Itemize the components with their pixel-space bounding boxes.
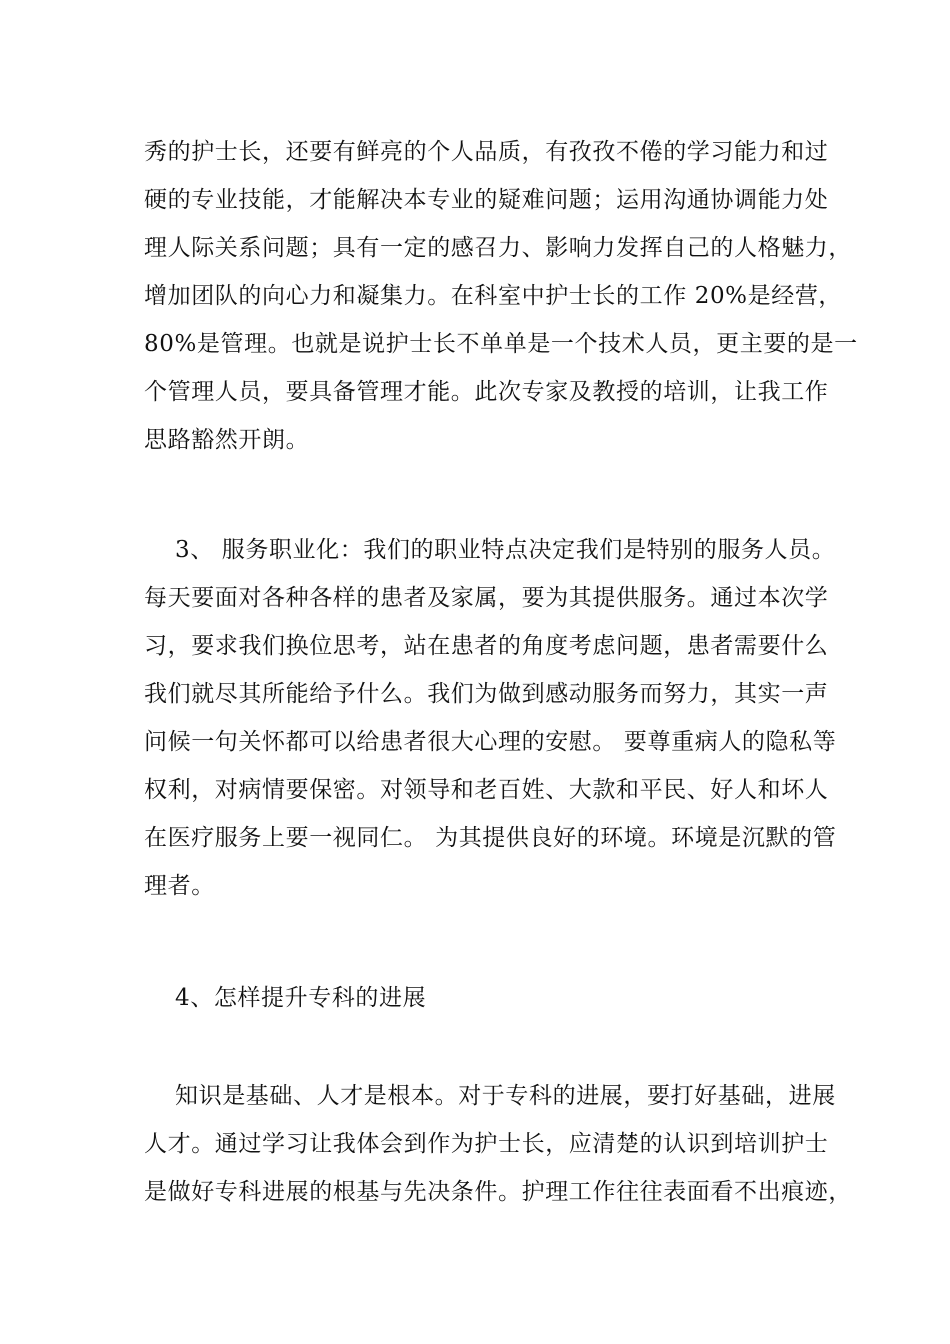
text-line: 我们就尽其所能给予什么。我们为做到感动服务而努力，其实一声	[144, 681, 829, 707]
text-line: 理者。	[144, 873, 215, 899]
text-line: 权利，对病情要保密。对领导和老百姓、大款和平民、好人和坏人	[144, 777, 829, 803]
text-line: 硬的专业技能，才能解决本专业的疑难问题；运用沟通协调能力处	[144, 187, 829, 213]
text-line: 每天要面对各种各样的患者及家属，要为其提供服务。通过本次学	[144, 585, 829, 611]
section-heading-3: 3、 服务职业化：我们的职业特点决定我们是特别的服务人员。	[175, 537, 836, 563]
text-line: 在医疗服务上要一视同仁。 为其提供良好的环境。环境是沉默的管	[144, 825, 837, 851]
text-line: 增加团队的向心力和凝集力。在科室中护士长的工作 20%是经营，	[144, 283, 843, 309]
text-line: 秀的护士长，还要有鲜亮的个人品质，有孜孜不倦的学习能力和过	[144, 139, 829, 165]
text-line: 80%是管理。也就是说护士长不单单是一个技术人员，更主要的是一	[144, 331, 858, 357]
text-line: 是做好专科进展的根基与先决条件。护理工作往往表面看不出痕迹，	[144, 1179, 852, 1205]
text-line: 问候一句关怀都可以给患者很大心理的安慰。 要尊重病人的隐私等	[144, 729, 837, 755]
text-line: 知识是基础、人才是根本。对于专科的进展，要打好基础，进展	[175, 1083, 836, 1109]
text-line: 思路豁然开朗。	[144, 427, 310, 453]
text-line: 理人际关系问题；具有一定的感召力、影响力发挥自己的人格魅力，	[144, 235, 852, 261]
text-line: 人才。通过学习让我体会到作为护士长，应清楚的认识到培训护士	[144, 1131, 829, 1157]
text-line: 习，要求我们换位思考，站在患者的角度考虑问题，患者需要什么	[144, 633, 829, 659]
section-heading-4: 4、怎样提升专科的进展	[175, 985, 427, 1011]
text-line: 个管理人员，要具备管理才能。此次专家及教授的培训，让我工作	[144, 379, 829, 405]
